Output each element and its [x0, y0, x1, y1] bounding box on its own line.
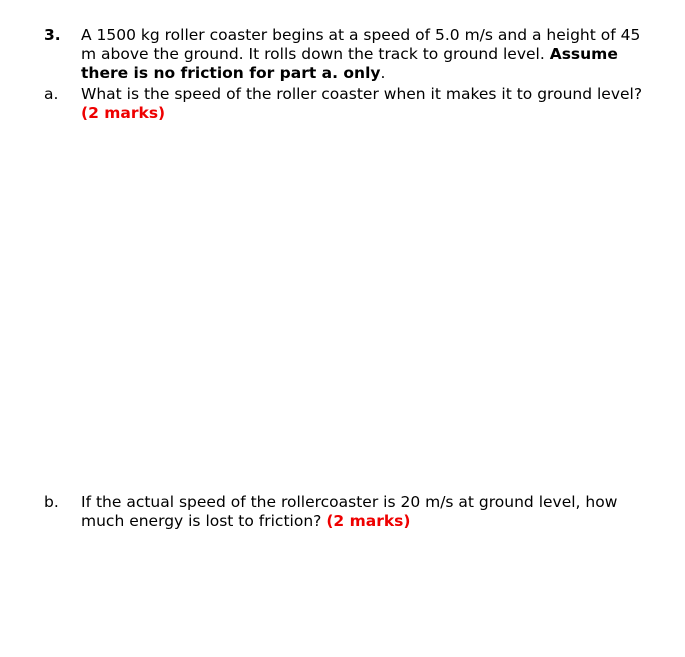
stem-line-2: [81, 45, 681, 64]
part-b-letter: b.: [44, 493, 59, 511]
stem-bold-no-friction: there is no friction for part a. only: [81, 64, 381, 82]
part-a-text-block: [81, 85, 681, 123]
stem-line-2-text: m above the ground. It rolls down the track to ground level.: [81, 45, 550, 63]
stem-bold-assume: Assume: [549, 45, 618, 63]
part-a-letter: a.: [44, 85, 59, 103]
part-b-answer-space[interactable]: [81, 540, 661, 650]
part-a-marks: (2 marks): [81, 104, 166, 122]
stem-end: .: [380, 64, 386, 82]
part-b-marks: (2 marks): [326, 512, 411, 530]
part-b-question-line-2: [81, 512, 681, 531]
stem-line-1: A 1500 kg roller coaster begins at a speed of 5.0 m/s and a height of 45: [81, 26, 641, 44]
question-number: 3.: [44, 26, 61, 44]
part-b-question-line-1: If the actual speed of the rollercoaster is 20 m/s at ground level, how: [81, 493, 618, 511]
part-a-answer-space[interactable]: [81, 130, 661, 485]
question-stem-text: [81, 26, 681, 83]
part-b-question-line-2-text: much energy is lost to friction?: [81, 512, 327, 530]
part-b-text-block: [81, 493, 681, 531]
part-a-question: What is the speed of the roller coaster when it makes it to ground level?: [81, 85, 643, 103]
stem-line-3: [81, 64, 681, 83]
